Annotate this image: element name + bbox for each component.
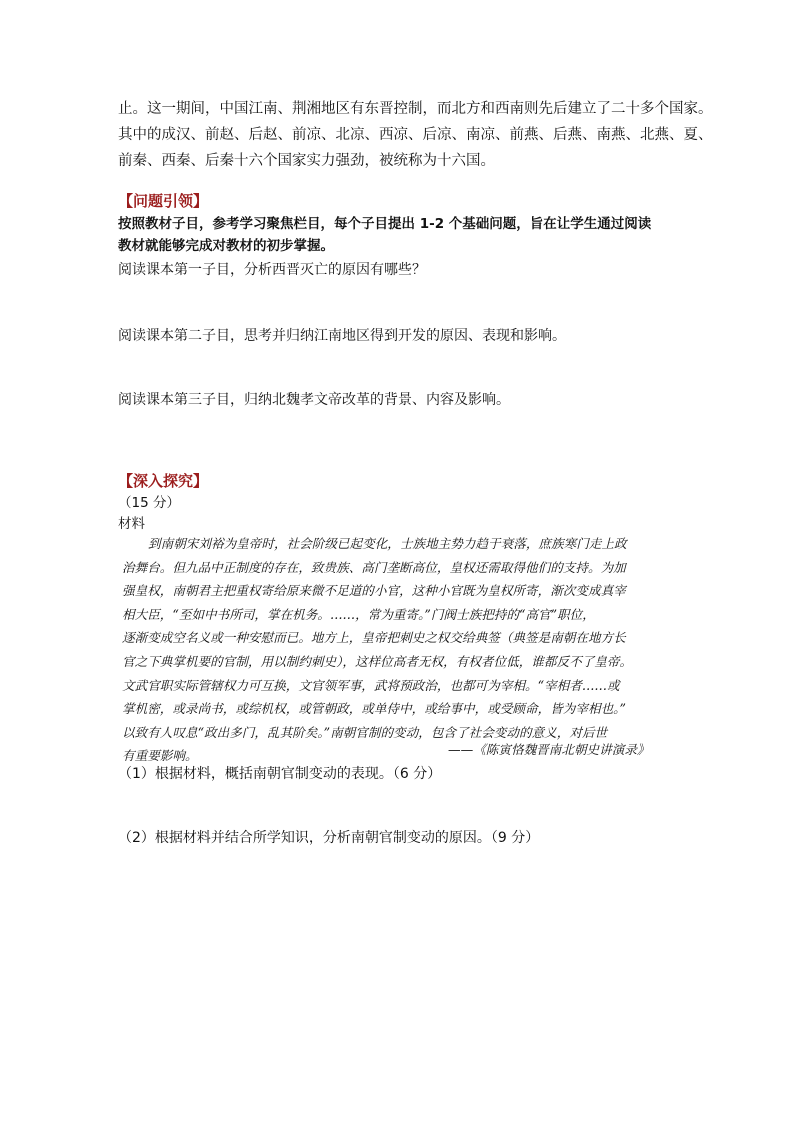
material-line: 相大臣，“至如中书所司，掌在机务。……，常为重寄。”门阀士族把持的“高官”职位， — [122, 606, 595, 622]
guidance-question-1: 阅读课本第一子目，分析西晋灭亡的原因有哪些？ — [118, 262, 426, 278]
material-line: 强皇权，南朝君主把重权寄给原来微不足道的小官，这种小官既为皇权所寄，渐次变成真宰 — [122, 583, 626, 599]
inquiry-heading: 【深入探究】 — [118, 472, 209, 490]
material-line: 治舞台。但九品中正制度的存在，致贵族、高门垄断高位，皇权还需取得他们的支持。为加 — [122, 559, 626, 575]
intro-line: 其中的成汉、前赵、后赵、前凉、北凉、西凉、后凉、南凉、前燕、后燕、南燕、北燕、夏、 — [118, 127, 713, 143]
intro-line: 前秦、西秦、后秦十六个国家实力强劲，被统称为十六国。 — [118, 153, 495, 169]
inquiry-score: （15 分） — [118, 495, 180, 511]
material-line: 有重要影响。 — [122, 748, 198, 764]
guidance-instruction — [118, 213, 688, 257]
guidance-question-3: 阅读课本第三子目，归纳北魏孝文帝改革的背景、内容及影响。 — [118, 392, 510, 408]
material-line: 到南朝宋刘裕为皇帝时，社会阶级已起变化，士族地主势力趋于衰落，庶族寒门走上政 — [148, 536, 627, 551]
material-source: ——《陈寅恪魏晋南北朝史讲演录》 — [448, 742, 650, 757]
material-line: 逐渐变成空名义或一种安慰而已。地方上，皇帝把刺史之权交给典签（典签是南朝在地方长 — [122, 630, 626, 646]
intro-paragraph — [118, 96, 713, 174]
inquiry-question-1: （1）根据材料，概括南朝官制变动的表现。（6 分） — [118, 766, 442, 782]
guidance-question-2: 阅读课本第二子目，思考并归纳江南地区得到开发的原因、表现和影响。 — [118, 328, 566, 344]
material-line: 以致有人叹息“政出多门，乱其阶矣。”南朝官制的变动，包含了社会变动的意义，对后世 — [122, 724, 608, 740]
guidance-heading: 【问题引领】 — [118, 192, 209, 210]
material-line: 掌机密，或录尚书，或综机权，或管朝政，或单侍中，或给事中，或受顾命，皆为宰相也。” — [122, 701, 626, 717]
guidance-line: 按照教材子目，参考学习聚焦栏目，每个子目提出 1-2 个基础问题，旨在让学生通过阅读 — [118, 216, 652, 232]
material-text — [122, 532, 687, 768]
inquiry-question-2: （2）根据材料并结合所学知识，分析南朝官制变动的原因。（9 分） — [118, 830, 540, 846]
guidance-line: 教材就能够完成对教材的初步掌握。 — [118, 238, 334, 254]
material-line: 文武官职实际管辖权力可互换，文官领军事，武将预政治，也都可为宰相。“宰相者……或 — [122, 677, 620, 693]
intro-line: 止。这一期间，中国江南、荆湘地区有东晋控制，而北方和西南则先后建立了二十多个国家。 — [118, 101, 713, 117]
material-label: 材料 — [118, 516, 145, 532]
material-line: 官之下典掌机要的官制，用以制约刺史），这样位高者无权，有权者位低，谁都反不了皇帝。 — [122, 653, 633, 669]
